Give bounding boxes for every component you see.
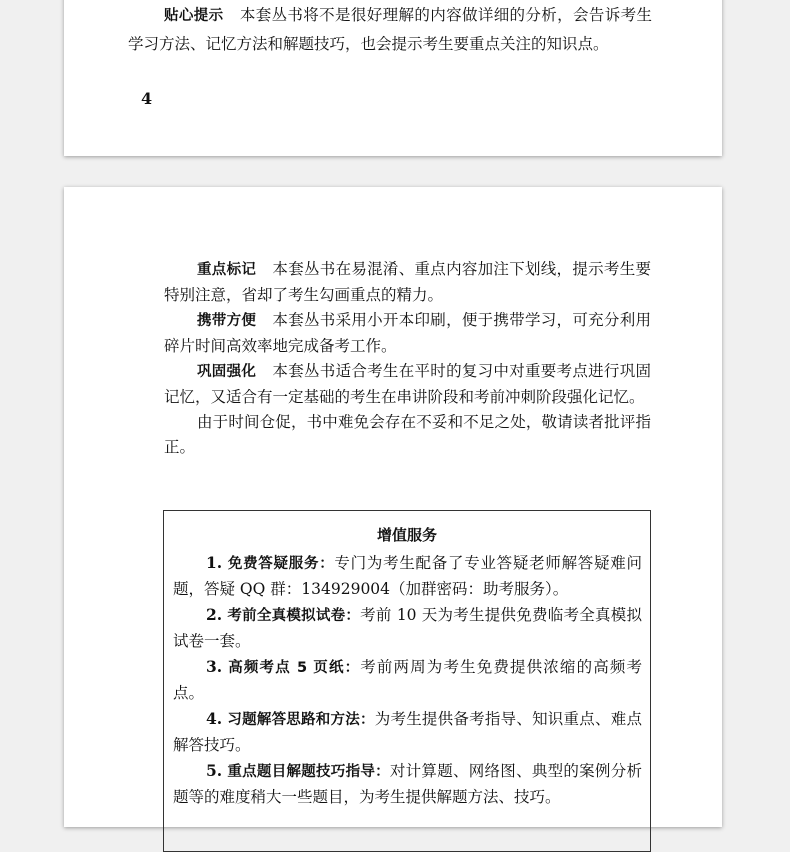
item-number: 2. bbox=[206, 605, 223, 624]
paragraph-text: 本套丛书在易混淆、重点内容加注下划线，提示考生要特别注意，省却了考生勾画重点的精力。 bbox=[164, 260, 651, 304]
item-term: 习题解答思路和方法： bbox=[227, 712, 375, 728]
item-text: 考前两周为考生免费提供浓缩的高频考点。 bbox=[173, 658, 642, 702]
service-item-2 bbox=[164, 602, 650, 654]
paragraph-term: 巩固强化 bbox=[197, 364, 257, 380]
item-text: 考前 10 天为考生提供免费临考全真模拟试卷一套。 bbox=[173, 606, 642, 650]
item-number: 4. bbox=[206, 709, 223, 728]
item-number: 3. bbox=[206, 657, 223, 676]
item-term: 考前全真模拟试卷： bbox=[227, 608, 361, 624]
item-text: 对计算题、网络图、典型的案例分析题等的难度稍大一些题目，为考生提供解题方法、技巧。 bbox=[173, 762, 642, 806]
service-item-5 bbox=[164, 758, 650, 810]
service-item-1 bbox=[164, 550, 650, 602]
item-term: 重点题目解题技巧指导： bbox=[227, 764, 390, 780]
item-text: 为考生提供备考指导、知识重点、难点解答技巧。 bbox=[173, 710, 642, 754]
page-number: 4 bbox=[141, 89, 153, 108]
service-item-4 bbox=[164, 706, 650, 758]
paragraph-term: 携带方便 bbox=[197, 313, 257, 329]
item-term: 高频考点 5 页纸： bbox=[228, 660, 361, 676]
item-text: 专门为考生配备了专业答疑老师解答疑难问题，答疑 QQ 群：134929004（加群密码：助考服务）。 bbox=[173, 554, 642, 598]
tip-paragraph bbox=[128, 2, 652, 58]
item-term: 免费答疑服务： bbox=[227, 556, 335, 572]
paragraph-term: 重点标记 bbox=[197, 262, 257, 278]
page-bottom bbox=[64, 187, 722, 827]
paragraph-key-marks bbox=[164, 257, 651, 308]
page-body bbox=[164, 257, 651, 460]
box-title: 增值服务 bbox=[376, 526, 437, 544]
closing-paragraph: 由于时间仓促，书中难免会存在不妥和不足之处，敬请读者批评指正。 bbox=[164, 413, 651, 456]
item-number: 1. bbox=[206, 553, 223, 572]
service-item-3 bbox=[164, 654, 650, 706]
paragraph-portable bbox=[164, 308, 651, 359]
value-added-services-box bbox=[163, 510, 651, 852]
paragraph-text: 本套丛书采用小开本印刷，便于携带学习，可充分利用碎片时间高效率地完成备考工作。 bbox=[164, 311, 651, 355]
tip-text: 本套丛书将不是很好理解的内容做详细的分析，会告诉考生学习方法、记忆方法和解题技巧，也会提示考生要重点关注的知识点。 bbox=[128, 6, 652, 53]
page-top bbox=[64, 0, 722, 156]
paragraph-text: 本套丛书适合考生在平时的复习中对重要考点进行巩固记忆，又适合有一定基础的考生在串讲阶段和考前冲刺阶段强化记忆。 bbox=[164, 362, 651, 406]
item-number: 5. bbox=[206, 761, 223, 780]
paragraph-reinforce bbox=[164, 359, 651, 410]
tip-term: 贴心提示 bbox=[164, 8, 224, 24]
